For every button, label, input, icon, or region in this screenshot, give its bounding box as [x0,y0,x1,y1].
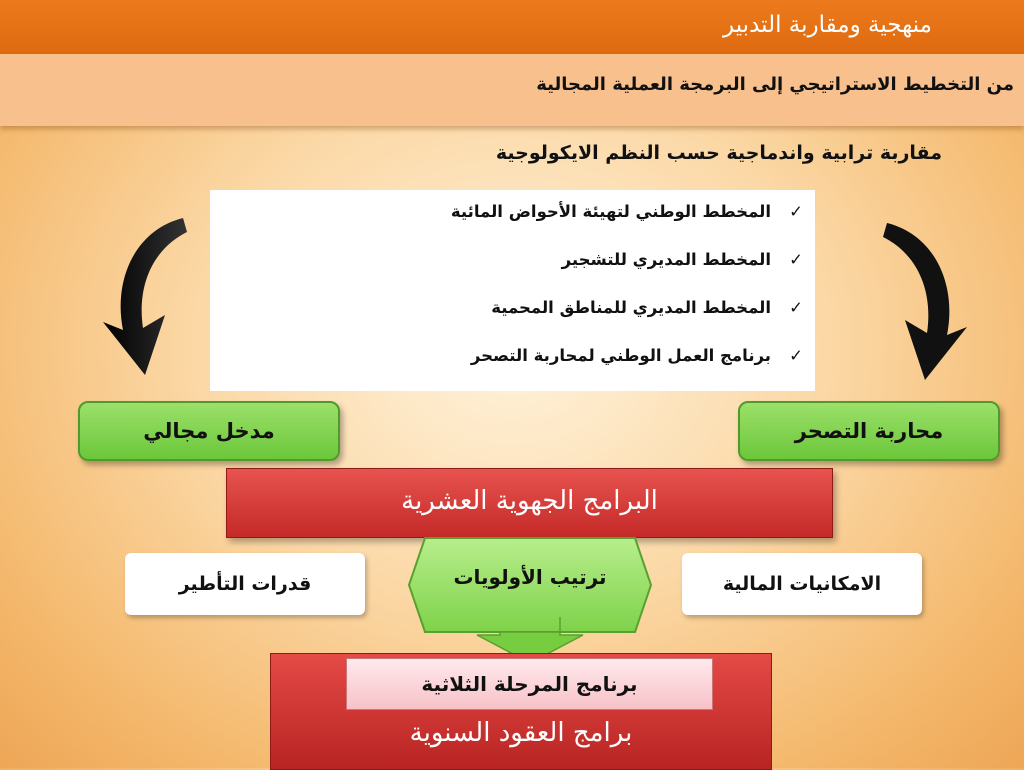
financial-means-box: الامكانيات المالية [682,553,922,615]
annual-programs-bar [270,653,772,770]
regional-programs-bar: البرامج الجهوية العشرية [226,468,833,538]
title-bar [0,0,1024,54]
priorities-label: ترتيب الأولويات [453,565,607,589]
plans-list [210,190,815,388]
check-icon: ✓ [789,346,803,365]
section-heading: مقاربة ترابية واندماجية حسب النظم الايكولوجية [495,142,942,164]
down-arrow-icon [405,535,655,665]
check-icon: ✓ [789,202,803,221]
priorities-arrow [405,535,655,665]
curved-arrow-right-icon [875,215,975,385]
subtitle-bar [0,54,1024,126]
slide-subtitle: من التخطيط الاستراتيجي إلى البرمجة العملية المجالية [536,74,1014,95]
list-item: ✓المخطط المديري للمناطق المحمية [210,292,803,340]
supervision-capacity-box: قدرات التأطير [125,553,365,615]
list-item: ✓المخطط المديري للتشجير [210,244,803,292]
triennial-program-box: برنامج المرحلة الثلاثية [346,658,713,710]
check-icon: ✓ [789,250,803,269]
plans-list-box [210,190,815,391]
list-item: ✓المخطط الوطني لتهيئة الأحواض المائية [210,196,803,244]
annual-programs-label: برامج العقود السنوية [409,718,633,748]
curved-arrow-left-icon [95,210,195,380]
check-icon: ✓ [789,298,803,317]
desertification-box: محاربة التصحر [738,401,1000,461]
slide-title: منهجية ومقاربة التدبير [723,12,932,38]
territorial-approach-box: مدخل مجالي [78,401,340,461]
list-item: ✓برنامج العمل الوطني لمحاربة التصحر [210,340,803,388]
